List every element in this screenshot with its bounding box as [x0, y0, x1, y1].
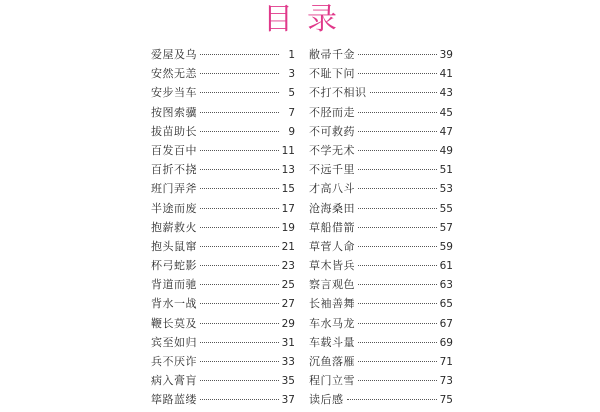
toc-entry-page-number: 21	[281, 240, 295, 253]
toc-column-left	[151, 47, 295, 412]
toc-entry-page-number: 3	[288, 68, 295, 81]
toc-entry[interactable]	[151, 201, 295, 220]
toc-entry-page-number: 59	[439, 240, 453, 253]
toc-entry[interactable]	[151, 66, 295, 85]
toc-entry-title: 安步当车	[151, 86, 197, 100]
toc-entry-page-number: 27	[281, 298, 295, 311]
toc-entry[interactable]	[151, 373, 295, 392]
dot-leader	[358, 380, 437, 381]
toc-entry-title: 不可救药	[309, 124, 355, 138]
toc-entry-title: 抱头鼠窜	[151, 239, 197, 253]
toc-entry-title: 敝帚千金	[309, 48, 355, 61]
dot-leader	[358, 265, 437, 266]
toc-entry[interactable]	[151, 258, 295, 277]
toc-entry[interactable]	[151, 85, 295, 104]
toc-entry-title: 草木皆兵	[309, 259, 355, 273]
dot-leader	[358, 54, 437, 55]
toc-entry-page-number: 25	[281, 279, 295, 292]
toc-entry-page-number: 29	[281, 317, 295, 330]
dot-leader	[358, 303, 437, 304]
toc-entry[interactable]	[151, 220, 295, 239]
toc-entry-title: 半途而废	[151, 201, 197, 215]
toc-entry[interactable]	[309, 354, 453, 373]
toc-entry-page-number: 33	[281, 356, 295, 368]
toc-entry-title: 不打不相识	[309, 86, 367, 100]
toc-entry[interactable]	[151, 335, 295, 354]
toc-entry-page-number: 15	[281, 183, 295, 196]
dot-leader	[200, 92, 279, 93]
toc-entry[interactable]	[309, 373, 453, 392]
toc-entry-title: 长袖善舞	[309, 297, 355, 311]
toc-entry[interactable]	[151, 239, 295, 258]
toc-entry-page-number: 1	[288, 49, 295, 61]
toc-entry-title: 杯弓蛇影	[151, 259, 197, 273]
toc-entry-title: 宾至如归	[151, 335, 197, 349]
toc-entry-page-number: 75	[439, 394, 453, 407]
toc-entry-page-number: 51	[439, 164, 453, 177]
toc-entry[interactable]	[309, 220, 453, 239]
toc-entry-page-number: 73	[439, 375, 453, 388]
toc-entry[interactable]	[309, 85, 453, 104]
toc-entry-page-number: 7	[288, 106, 295, 119]
dot-leader	[358, 208, 437, 209]
toc-entry[interactable]	[151, 354, 295, 373]
dot-leader	[200, 150, 279, 151]
toc-entry-title: 病入膏肓	[151, 374, 197, 388]
dot-leader	[358, 227, 437, 228]
toc-entry-title: 班门弄斧	[151, 182, 197, 196]
toc-entry-page-number: 11	[281, 144, 295, 157]
toc-entry-page-number: 5	[288, 87, 295, 100]
dot-leader	[370, 92, 438, 93]
toc-entry-title: 车载斗量	[309, 335, 355, 349]
toc-column-right	[309, 47, 453, 412]
dot-leader	[200, 380, 279, 381]
toc-entry-page-number: 43	[439, 87, 453, 100]
toc-entry[interactable]	[151, 47, 295, 66]
toc-entry-title: 不学无术	[309, 143, 355, 157]
toc-entry-title: 不远千里	[309, 163, 355, 177]
toc-entry[interactable]	[309, 143, 453, 162]
dot-leader	[358, 284, 437, 285]
toc-entry[interactable]	[309, 181, 453, 200]
toc-entry-title: 不耻下问	[309, 67, 355, 81]
dot-leader	[358, 188, 437, 189]
toc-entry-title: 背水一战	[151, 297, 197, 311]
toc-entry[interactable]	[309, 277, 453, 296]
dot-leader	[200, 188, 279, 189]
toc-entry-page-number: 49	[439, 144, 453, 157]
toc-entry-title: 察言观色	[309, 278, 355, 292]
dot-leader	[358, 131, 437, 132]
toc-entry[interactable]	[309, 316, 453, 335]
toc-entry[interactable]	[151, 124, 295, 143]
toc-entry-title: 百发百中	[151, 143, 197, 157]
dot-leader	[200, 208, 279, 209]
toc-entry-title: 兵不厌诈	[151, 355, 197, 368]
toc-entry-title: 按图索骥	[151, 105, 197, 119]
toc-entry[interactable]	[309, 258, 453, 277]
toc-entry-page-number: 67	[439, 317, 453, 330]
dot-leader	[347, 399, 438, 400]
toc-entry-page-number: 61	[439, 260, 453, 273]
toc-entry-title: 爱屋及乌	[151, 48, 197, 61]
toc-entry-page-number: 17	[281, 202, 295, 215]
toc-entry[interactable]	[151, 296, 295, 315]
toc-entry[interactable]	[309, 239, 453, 258]
toc-entry[interactable]	[309, 392, 453, 411]
toc-entry[interactable]	[151, 392, 295, 411]
toc-entry-page-number: 57	[439, 221, 453, 234]
toc-entry-page-number: 13	[281, 164, 295, 177]
dot-leader	[200, 284, 279, 285]
toc-entry-page-number: 69	[439, 336, 453, 349]
toc-entry[interactable]	[151, 105, 295, 124]
toc-entry-title: 不胫而走	[309, 105, 355, 119]
dot-leader	[358, 361, 437, 362]
dot-leader	[358, 150, 437, 151]
toc-entry-page-number: 45	[439, 106, 453, 119]
toc-entry-title: 沉鱼落雁	[309, 355, 355, 368]
dot-leader	[200, 265, 279, 266]
toc-entry-page-number: 9	[288, 125, 295, 138]
toc-entry[interactable]	[309, 124, 453, 143]
toc-entry-title: 沧海桑田	[309, 201, 355, 215]
dot-leader	[358, 112, 437, 113]
dot-leader	[200, 131, 279, 132]
toc-entry[interactable]	[151, 181, 295, 200]
dot-leader	[200, 73, 279, 74]
toc-entry-title: 背道而驰	[151, 278, 197, 292]
toc-entry-page-number: 35	[281, 375, 295, 388]
toc-entry[interactable]	[309, 66, 453, 85]
dot-leader	[358, 169, 437, 170]
dot-leader	[358, 73, 437, 74]
page-title: 目录	[263, 2, 351, 37]
toc-entry-page-number: 63	[439, 279, 453, 292]
toc-entry-page-number: 23	[281, 260, 295, 273]
toc-entry[interactable]	[309, 201, 453, 220]
toc-entry-page-number: 41	[439, 68, 453, 81]
toc-entry-title: 读后感	[309, 393, 344, 407]
toc-entry-page-number: 39	[439, 49, 453, 61]
toc-entry[interactable]	[151, 162, 295, 181]
dot-leader	[358, 342, 437, 343]
toc-entry[interactable]	[309, 335, 453, 354]
toc-entry-title: 程门立雪	[309, 374, 355, 388]
toc-entry[interactable]	[309, 162, 453, 181]
dot-leader	[200, 169, 279, 170]
toc-entry[interactable]	[309, 47, 453, 66]
toc-entry-title: 百折不挠	[151, 163, 197, 177]
toc-entry[interactable]	[151, 316, 295, 335]
toc-entry-title: 筚路蓝缕	[151, 393, 197, 407]
toc-entry-title: 抱薪救火	[151, 220, 197, 234]
dot-leader	[358, 323, 437, 324]
toc-entry[interactable]	[151, 277, 295, 296]
dot-leader	[200, 246, 279, 247]
toc-entry-page-number: 53	[439, 183, 453, 196]
dot-leader	[358, 246, 437, 247]
toc-entry-page-number: 19	[281, 221, 295, 234]
toc-entry-title: 草菅人命	[309, 239, 355, 253]
dot-leader	[200, 323, 279, 324]
toc-entry-title: 才高八斗	[309, 182, 355, 196]
toc-entry-page-number: 47	[439, 125, 453, 138]
toc-entry-page-number: 55	[439, 202, 453, 215]
dot-leader	[200, 342, 279, 343]
toc-entry-page-number: 65	[439, 298, 453, 311]
toc-entry-page-number: 31	[281, 336, 295, 349]
dot-leader	[200, 361, 279, 362]
toc-entry-title: 拔苗助长	[151, 124, 197, 138]
dot-leader	[200, 112, 279, 113]
toc-entry-page-number: 37	[281, 394, 295, 407]
toc-entry[interactable]	[151, 143, 295, 162]
toc-entry[interactable]	[309, 296, 453, 315]
dot-leader	[200, 303, 279, 304]
toc-entry-page-number: 71	[439, 356, 453, 368]
toc-entry-title: 鞭长莫及	[151, 316, 197, 330]
toc-entry-title: 安然无恙	[151, 67, 197, 81]
toc-entry[interactable]	[309, 105, 453, 124]
dot-leader	[200, 399, 279, 400]
dot-leader	[200, 227, 279, 228]
toc-entry-title: 草船借箭	[309, 220, 355, 234]
dot-leader	[200, 54, 279, 55]
toc-entry-title: 车水马龙	[309, 316, 355, 330]
